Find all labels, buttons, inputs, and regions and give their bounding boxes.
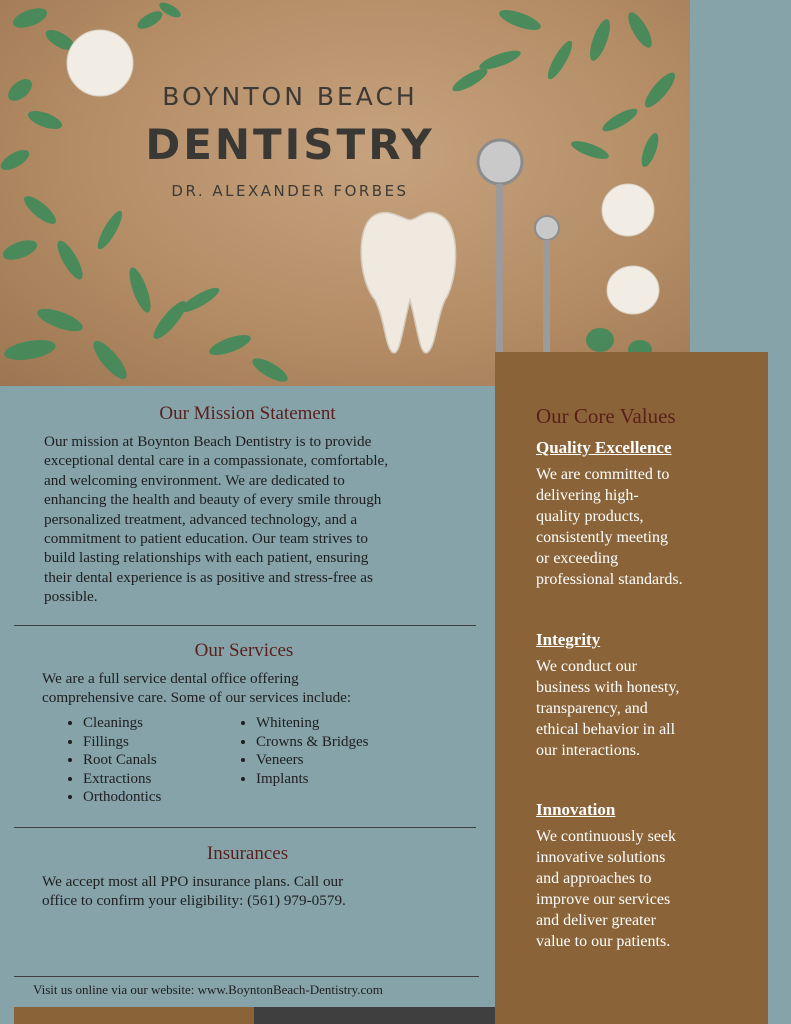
service-item: • Crowns & Bridges <box>256 733 369 752</box>
text-line: We conduct our <box>536 658 637 675</box>
divider <box>14 827 476 828</box>
service-item: • Veneers <box>256 751 369 770</box>
text-line: delivering high- <box>536 487 639 504</box>
service-item: • Orthodontics <box>83 788 161 807</box>
text-line: We are committed to <box>536 466 670 483</box>
text-line: We continuously seek <box>536 828 677 845</box>
service-item: • Extractions <box>83 770 161 789</box>
service-item: • Whitening <box>256 714 369 733</box>
text-line: quality products, <box>536 508 644 525</box>
footer-bar-dark <box>254 1007 495 1024</box>
core-value-title: Innovation <box>536 800 616 819</box>
text-line: consistently meeting <box>536 529 668 546</box>
core-value-text <box>536 464 736 590</box>
service-item: • Implants <box>256 770 369 789</box>
core-value-integrity <box>536 630 736 761</box>
services-intro <box>42 669 462 708</box>
text-line: value to our patients. <box>536 933 671 950</box>
insurances-text <box>42 872 452 911</box>
core-values-panel <box>495 352 768 1024</box>
hero-practice-name: BOYNTON BEACH <box>162 82 418 111</box>
services-title: Our Services <box>194 640 294 661</box>
text-line: We are a full service dental office offering <box>42 670 299 687</box>
text-line: ethical behavior in all <box>536 721 676 738</box>
text-line: build lasting relationships with each patient, ensuring <box>44 549 369 567</box>
text-line: our interactions. <box>536 742 640 759</box>
text-line: their dental experience is as positive and stress-free as <box>44 568 373 586</box>
footer-bar-brown <box>14 1007 254 1024</box>
insurances-title: Insurances <box>206 843 289 864</box>
text-line: and deliver greater <box>536 912 656 929</box>
core-value-text <box>536 826 736 952</box>
services-list-col2 <box>215 714 369 788</box>
core-values-title: Our Core Values <box>536 404 676 428</box>
text-line: innovative solutions <box>536 849 666 866</box>
text-line: improve our services <box>536 891 671 908</box>
text-line: possible. <box>44 588 98 606</box>
core-value-quality <box>536 438 736 590</box>
service-item: • Cleanings <box>83 714 161 733</box>
text-line: professional standards. <box>536 571 683 588</box>
core-value-text <box>536 656 736 761</box>
service-item: • Fillings <box>83 733 161 752</box>
text-line: office to confirm your eligibility: (561) 979-0579. <box>42 892 346 910</box>
core-value-title: Quality Excellence <box>536 438 672 457</box>
divider <box>14 976 479 977</box>
core-value-innovation <box>536 800 736 952</box>
text-line: exceptional dental care in a compassionate, comfortable, <box>44 452 389 470</box>
hero-banner <box>0 0 690 386</box>
text-line: and welcoming environment. We are dedicated to <box>44 471 345 489</box>
divider <box>14 625 476 626</box>
service-item: • Root Canals <box>83 751 161 770</box>
website-footer: Visit us online via our website: www.BoyntonBeach-Dentistry.com <box>33 982 383 997</box>
text-line: personalized treatment, advanced technology, and a <box>44 510 358 528</box>
tooth-icon <box>361 213 456 353</box>
text-line: comprehensive care. Some of our services include: <box>42 689 352 707</box>
hero-doctor-name: DR. ALEXANDER FORBES <box>171 182 409 200</box>
hero-practice-type: DENTISTRY <box>145 120 435 169</box>
text-line: Our mission at Boynton Beach Dentistry is to provide <box>44 433 372 450</box>
mission-text <box>44 432 464 607</box>
services-list-col1 <box>42 714 161 807</box>
dental-mirror-icon <box>478 140 522 374</box>
text-line: We accept most all PPO insurance plans. Call our <box>42 873 344 890</box>
text-line: transparency, and <box>536 700 648 717</box>
text-line: or exceeding <box>536 550 619 567</box>
core-value-title: Integrity <box>536 630 601 649</box>
main-content <box>0 386 495 1024</box>
text-line: commitment to patient education. Our team strives to <box>44 530 368 548</box>
text-line: and approaches to <box>536 870 652 887</box>
mission-title: Our Mission Statement <box>159 403 336 424</box>
text-line: business with honesty, <box>536 679 680 696</box>
text-line: enhancing the health and beauty of every smile through <box>44 491 382 509</box>
